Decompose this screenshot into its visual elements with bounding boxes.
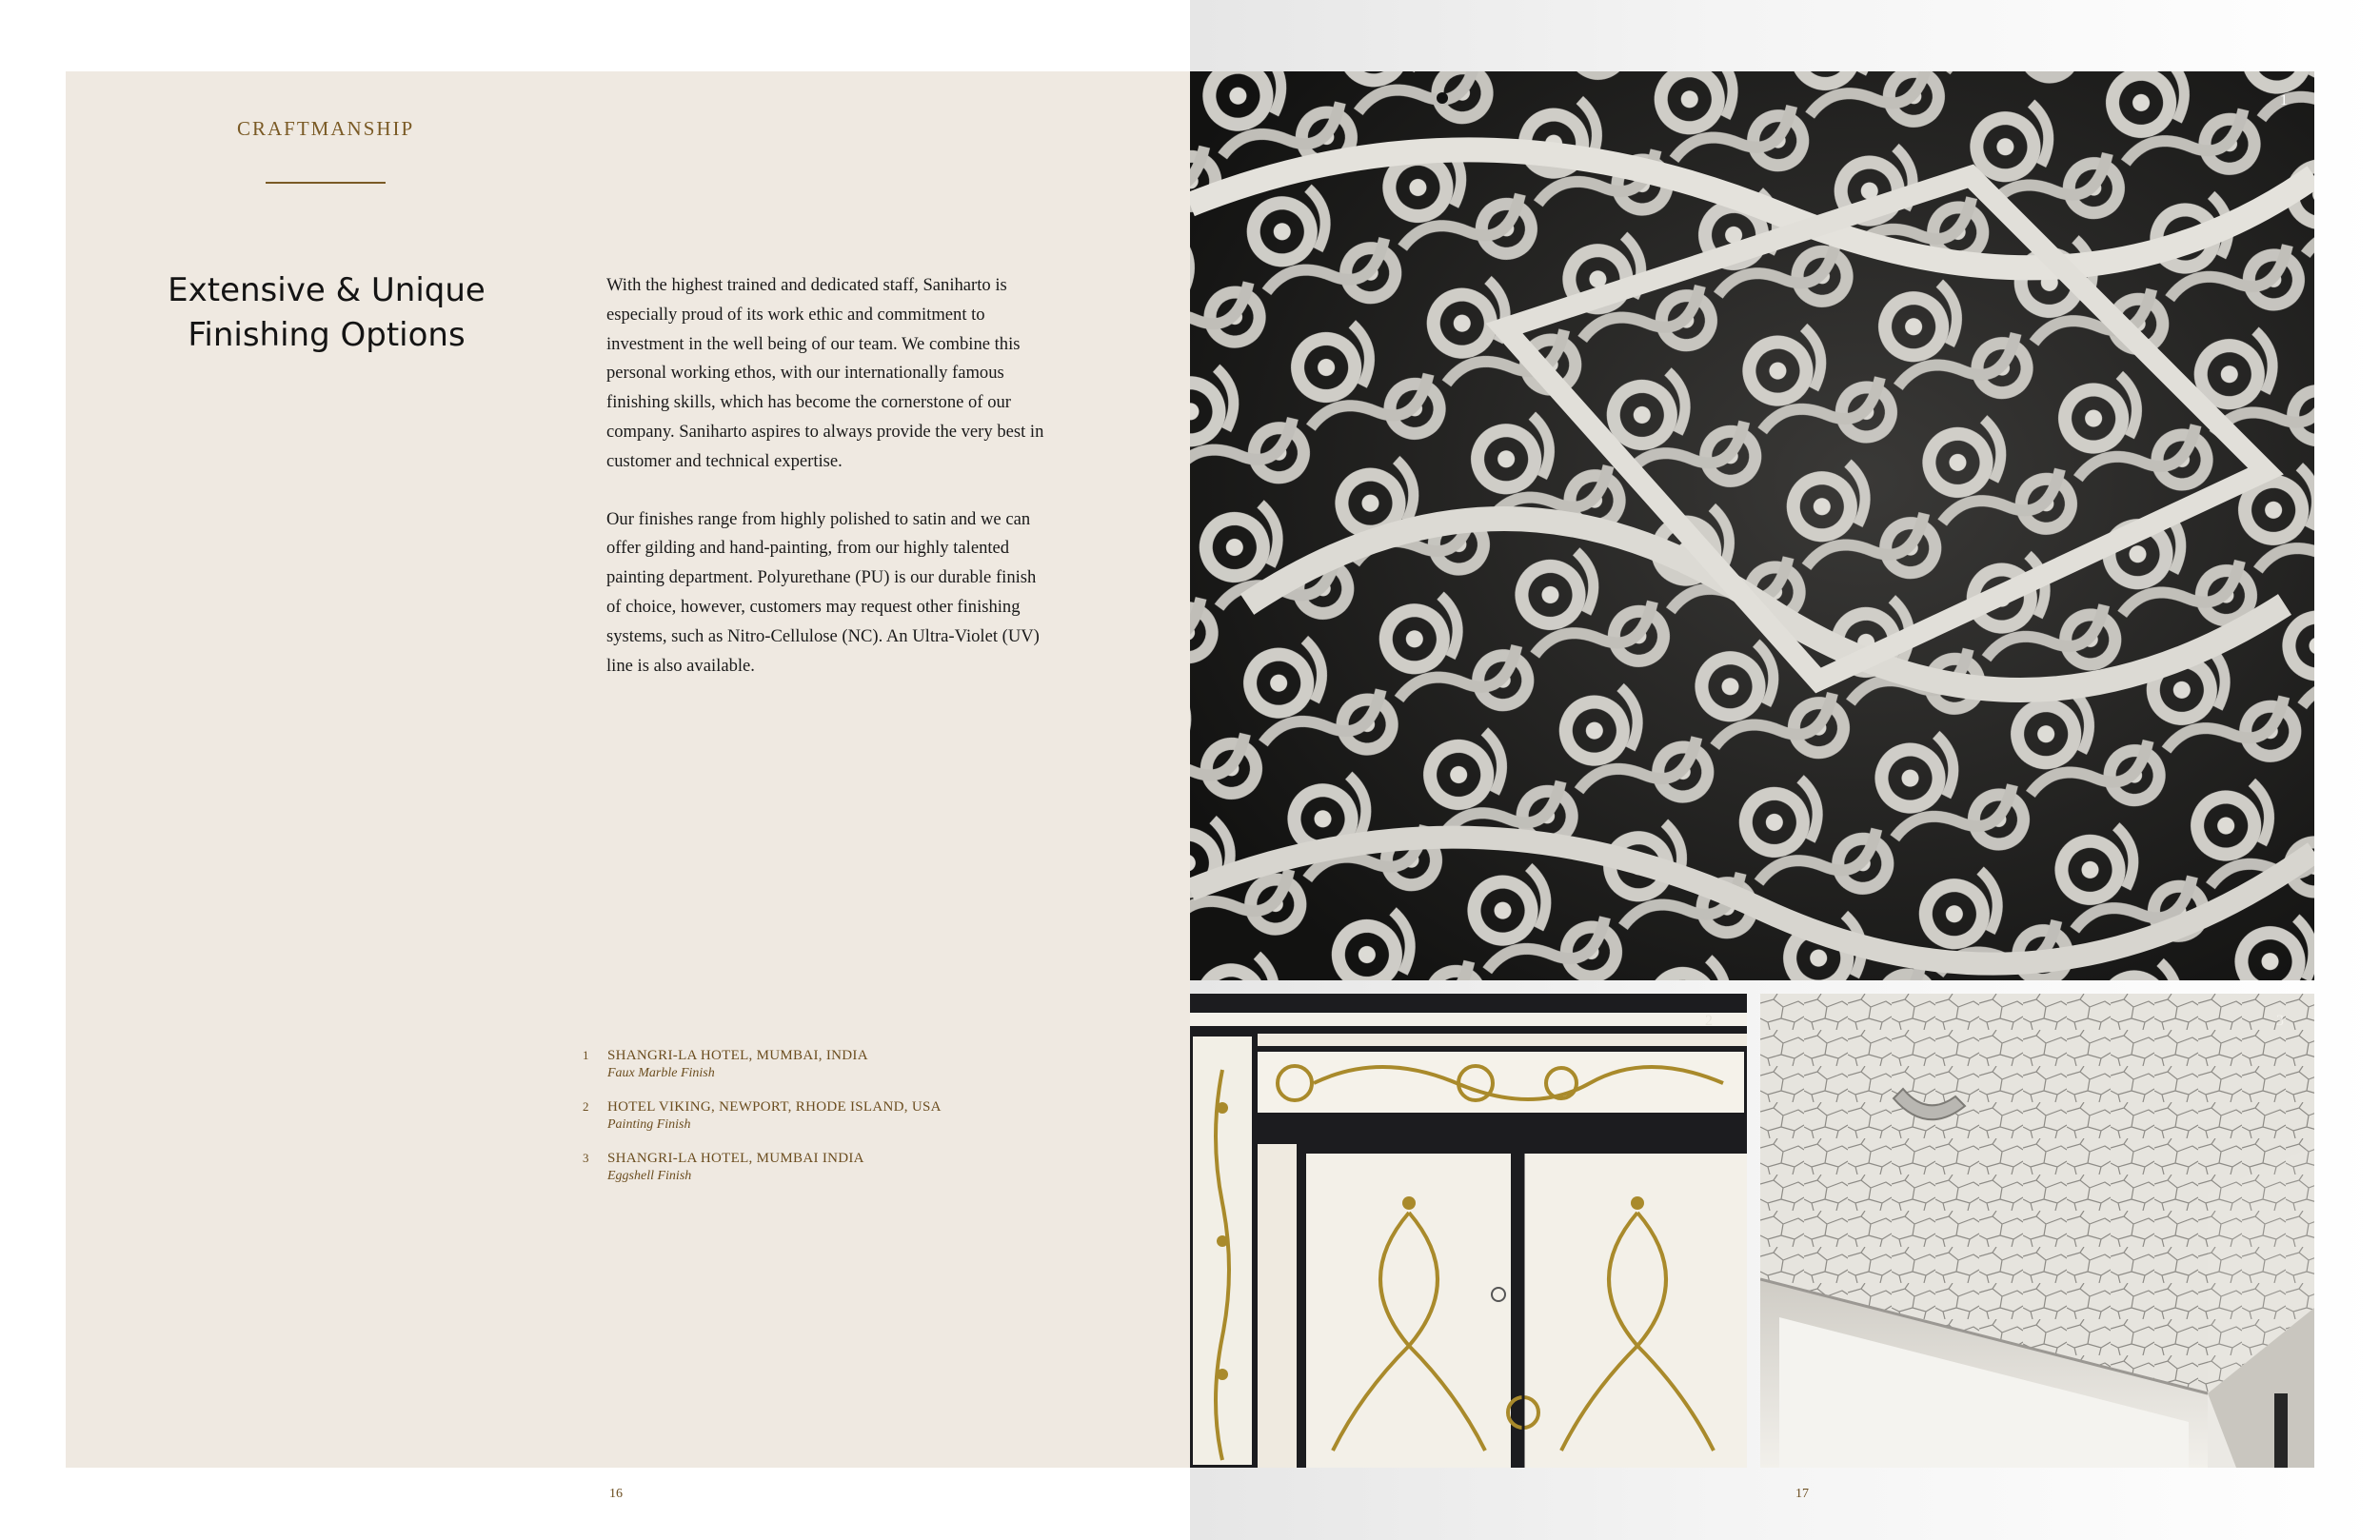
carved-lattice-photo-icon xyxy=(1190,71,2314,980)
caption-subtitle: Faux Marble Finish xyxy=(607,1066,715,1080)
photo-carved-lattice xyxy=(1190,71,2314,980)
page-number-left: 16 xyxy=(609,1487,623,1501)
section-divider xyxy=(266,182,386,184)
photo-number-3: 3 xyxy=(2276,1013,2284,1029)
caption-title: SHANGRI-LA HOTEL, MUMBAI INDIA xyxy=(607,1151,864,1166)
page-number-right: 17 xyxy=(1795,1487,1809,1501)
headline-line-1: Extensive & Unique xyxy=(168,271,486,309)
photo-number-2: 2 xyxy=(1705,1013,1713,1029)
caption-2 xyxy=(583,1098,1116,1134)
body-paragraph-2: Our finishes range from highly polished to satin and we can offer gilding and hand-painting, from our highly talented painting department. Polyurethane (PU) is our durable finish of choice, however, customers may request other finishing systems, such as Nitro-Cellulose (NC). An Ultra-Violet (UV) line is also available. xyxy=(606,508,1040,676)
section-label: CRAFTMANSHIP xyxy=(237,117,415,140)
caption-1 xyxy=(583,1047,1116,1082)
photo-captions xyxy=(583,1047,1116,1201)
photo-number-1: 1 xyxy=(2280,92,2288,109)
crackle-nightstand-photo-icon xyxy=(1760,994,2314,1468)
caption-subtitle: Painting Finish xyxy=(607,1117,691,1132)
painted-cabinet-photo-icon xyxy=(1190,994,1747,1468)
body-paragraph-1: With the highest trained and dedicated staff, Saniharto is especially proud of its work ethic and commitment to investment in the well being of our team. We combine this personal working ethos, with our internationally famous finishing skills, which has become the cornerstone of our company. Saniharto aspires to always provide the very best in customer and technical expertise. xyxy=(606,275,1044,471)
caption-number: 1 xyxy=(583,1048,589,1062)
caption-title: SHANGRI-LA HOTEL, MUMBAI, INDIA xyxy=(607,1048,868,1063)
caption-number: 2 xyxy=(583,1099,589,1114)
caption-3 xyxy=(583,1150,1116,1185)
caption-number: 3 xyxy=(583,1151,589,1165)
photo-crackle-nightstand xyxy=(1760,994,2314,1468)
body-copy xyxy=(606,271,1044,709)
caption-title: HOTEL VIKING, NEWPORT, RHODE ISLAND, USA xyxy=(607,1099,942,1115)
photo-painted-cabinet xyxy=(1190,994,1747,1468)
headline-line-2: Finishing Options xyxy=(188,316,466,354)
caption-subtitle: Eggshell Finish xyxy=(607,1169,692,1183)
page-headline xyxy=(143,268,510,358)
